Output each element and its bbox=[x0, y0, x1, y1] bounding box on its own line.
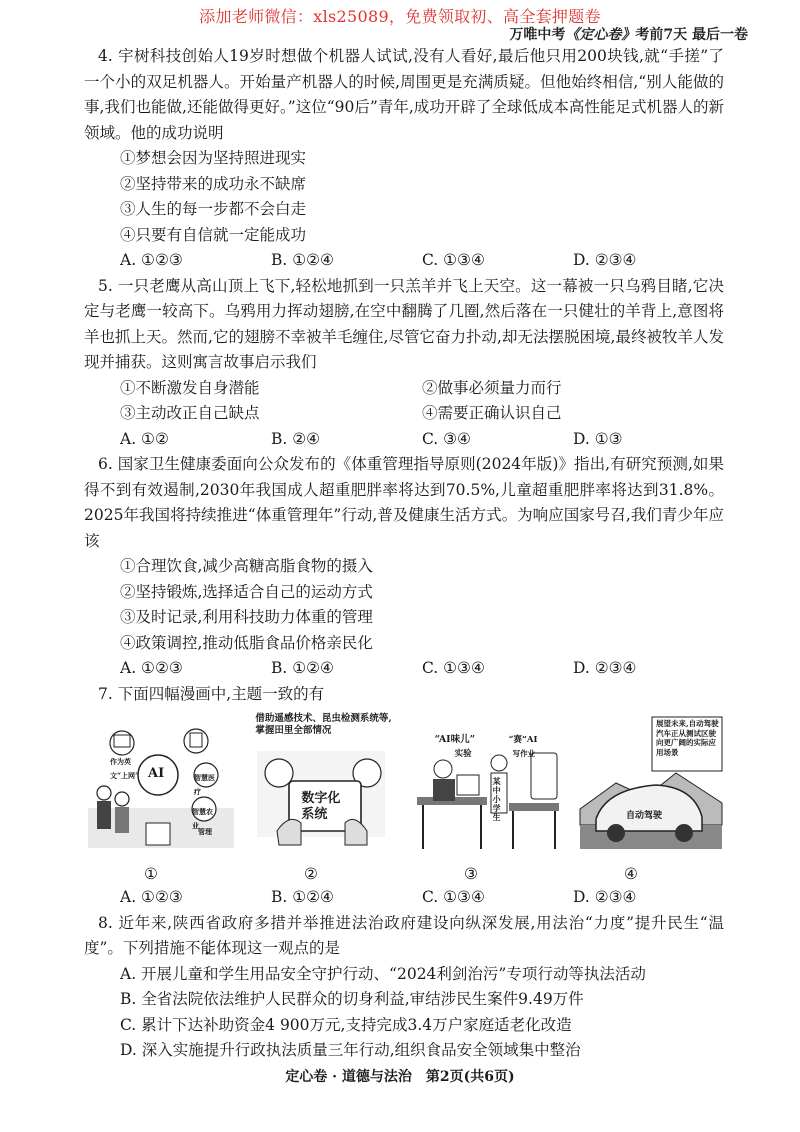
question-8-option-c[interactable]: C. 累计下达补助资金4 900万元,支持完成3.4万户家庭适老化改造 bbox=[120, 1015, 572, 1034]
question-5-item: ③主动改正自己缺点 bbox=[120, 404, 260, 422]
question-8-option-a[interactable]: A. 开展儿童和学生用品安全守护行动、“2024利剑治污”专项行动等执法活动 bbox=[120, 964, 646, 983]
comic-labels bbox=[84, 863, 784, 885]
question-4 bbox=[84, 44, 724, 274]
question-8 bbox=[84, 911, 724, 1064]
comic-3-text: 某中小学生 bbox=[492, 776, 501, 822]
comic-1-text: 智慧农业 bbox=[192, 807, 213, 830]
choice-a[interactable]: A. ①②③ bbox=[120, 659, 183, 677]
comic-1-label: ① bbox=[144, 865, 158, 883]
question-8-option-b[interactable]: B. 全省法院依法维护人民群众的切身利益,审结涉民生案件9.49万件 bbox=[120, 990, 584, 1008]
choice-d[interactable]: D. ②③④ bbox=[573, 251, 637, 269]
question-5-items-row bbox=[84, 401, 724, 427]
comic-4 bbox=[576, 713, 726, 853]
running-head bbox=[509, 24, 748, 44]
question-7 bbox=[84, 682, 724, 911]
question-8-stem bbox=[84, 911, 724, 962]
choice-b[interactable]: B. ②④ bbox=[271, 429, 321, 448]
question-5-item: ④需要正确认识自己 bbox=[422, 404, 562, 422]
choice-a[interactable]: A. ①②③ bbox=[120, 251, 183, 269]
choice-c[interactable]: C. ①③④ bbox=[422, 888, 485, 906]
choice-c[interactable]: C. ③④ bbox=[422, 429, 471, 448]
comic-1 bbox=[86, 713, 236, 853]
question-5-item: ②做事必须量力而行 bbox=[422, 378, 562, 397]
comic-2 bbox=[249, 713, 399, 853]
question-8-option-d[interactable]: D. 深入实施提升行政执法质量三年行动,组织食品安全领域集中整治 bbox=[120, 1041, 581, 1059]
comic-3 bbox=[413, 713, 563, 853]
choice-c[interactable]: C. ①③④ bbox=[422, 251, 485, 269]
comic-4-label: ④ bbox=[624, 865, 638, 883]
running-head-suffix: 考前7天 最后一卷 bbox=[635, 27, 748, 43]
choice-d[interactable]: D. ①③ bbox=[573, 429, 623, 448]
comic-2-text: 数字化系统 bbox=[301, 791, 341, 822]
questions bbox=[84, 44, 724, 1064]
question-6-item: ③及时记录,利用科技助力体重的管理 bbox=[120, 608, 373, 626]
comic-strip bbox=[84, 713, 726, 863]
comic-1-text: 管理 bbox=[198, 827, 212, 836]
page-footer: 定心卷 · 道德与法治 第2页(共6页) bbox=[285, 1069, 515, 1085]
comic-3-text: “AI味儿” bbox=[434, 734, 476, 745]
question-5-stem: 5. 一只老鹰从高山顶上飞下,轻松地抓到一只羔羊并飞上天空。这一幕被一只乌鸦目睹,它决定与老鹰一较高下。乌鸦用力挥动翅膀,在空中翻腾了几圈,然后落在一只健壮的羊背上,意图将羊也抓上天。然而,它的翅膀不幸被羊毛缠住,尽管它奋力扑动,却无法摆脱困境,最终被牧羊人发现并捕获。这则寓言故事启示我们 bbox=[84, 276, 724, 371]
choice-a[interactable]: A. ①②③ bbox=[120, 888, 183, 906]
question-4-item: ④只要有自信就一定能成功 bbox=[120, 225, 307, 244]
question-6-item: ④政策调控,推动低脂食品价格亲民化 bbox=[120, 633, 373, 652]
choice-c[interactable]: C. ①③④ bbox=[422, 659, 485, 677]
question-6-item: ②坚持锻炼,选择适合自己的运动方式 bbox=[120, 582, 373, 601]
question-5-choices bbox=[84, 427, 724, 453]
watermark-banner: 添加老师微信：xls25089，免费领取初、高全套押题卷 bbox=[199, 7, 601, 26]
comic-1-text: 作为英文“上网” bbox=[110, 757, 140, 780]
question-7-choices bbox=[84, 885, 724, 911]
question-5-items-row bbox=[84, 376, 724, 402]
comic-1-text: 智慧医疗 bbox=[194, 773, 215, 796]
comic-4-text: 展望未来,自动驾驶汽车正从测试区驶向更广阔的实际应用场景 bbox=[655, 719, 719, 757]
question-4-item: ②坚持带来的成功永不缺席 bbox=[120, 174, 307, 193]
question-5-item: ①不断激发自身潜能 bbox=[120, 378, 260, 397]
choice-b[interactable]: B. ①②④ bbox=[271, 251, 334, 269]
comic-2-label: ② bbox=[304, 865, 318, 883]
question-8-emphasis: 不能 bbox=[184, 939, 216, 957]
choice-a[interactable]: A. ①② bbox=[120, 429, 169, 448]
choice-b[interactable]: B. ①②④ bbox=[271, 888, 334, 906]
question-4-item: ①梦想会因为坚持照进现实 bbox=[120, 149, 307, 167]
comic-3-text: 实验 bbox=[454, 749, 472, 759]
running-head-prefix: 万唯中考 bbox=[509, 27, 566, 43]
comic-2-text: 借助遥感技术、昆虫检测系统等,掌握田里全部情况 bbox=[255, 713, 392, 736]
question-8-stem-part1: 8. 近年来,陕西省政府多措并举推进法治政府建设向纵深发展,用法治“力度”提升民生“温度”。下列措施 bbox=[84, 913, 724, 957]
running-head-book: 《定心卷》 bbox=[565, 27, 636, 43]
question-6-item: ①合理饮食,减少高糖高脂食物的摄入 bbox=[120, 557, 373, 575]
question-7-stem: 7. 下面四幅漫画中,主题一致的有 bbox=[98, 684, 325, 703]
question-4-item: ③人生的每一步都不会白走 bbox=[120, 200, 307, 218]
comic-1-text: AI bbox=[148, 766, 165, 781]
question-4-stem: 4. 宇树科技创始人19岁时想做个机器人试试,没有人看好,最后他只用200块钱,就“手搓”了一个小的双足机器人。开始量产机器人的时候,周围更是充满质疑。但他始终相信,“别人能做的事,我们也能做,还能做得更好。”这位“90后”青年,成功开辟了全球低成本高性能足式机器人的新领域。他的成功说明 bbox=[84, 47, 724, 142]
question-5 bbox=[84, 274, 724, 453]
question-6-stem: 6. 国家卫生健康委面向公众发布的《体重管理指导原则(2024年版)》指出,有研究预测,如果得不到有效遏制,2030年我国成人超重肥胖率将达到70.5%,儿童超重肥胖率将达到31.8%。2025年我国将持续推进“体重管理年”行动,普及健康生活方式。为响应国家号召,我们青少年应该 bbox=[84, 455, 724, 550]
question-6 bbox=[84, 452, 724, 682]
question-6-choices bbox=[84, 656, 724, 682]
comic-3-label: ③ bbox=[464, 865, 478, 883]
comic-3-text: 写作业 bbox=[512, 749, 536, 758]
question-8-stem-part2: 体现这一观点的是 bbox=[215, 939, 340, 957]
question-4-choices bbox=[84, 248, 724, 274]
choice-b[interactable]: B. ①②④ bbox=[271, 659, 334, 677]
choice-d[interactable]: D. ②③④ bbox=[573, 659, 637, 677]
comic-3-text: “赛”AI bbox=[508, 735, 538, 745]
comic-4-text: 自动驾驶 bbox=[625, 811, 662, 821]
choice-d[interactable]: D. ②③④ bbox=[573, 888, 637, 906]
